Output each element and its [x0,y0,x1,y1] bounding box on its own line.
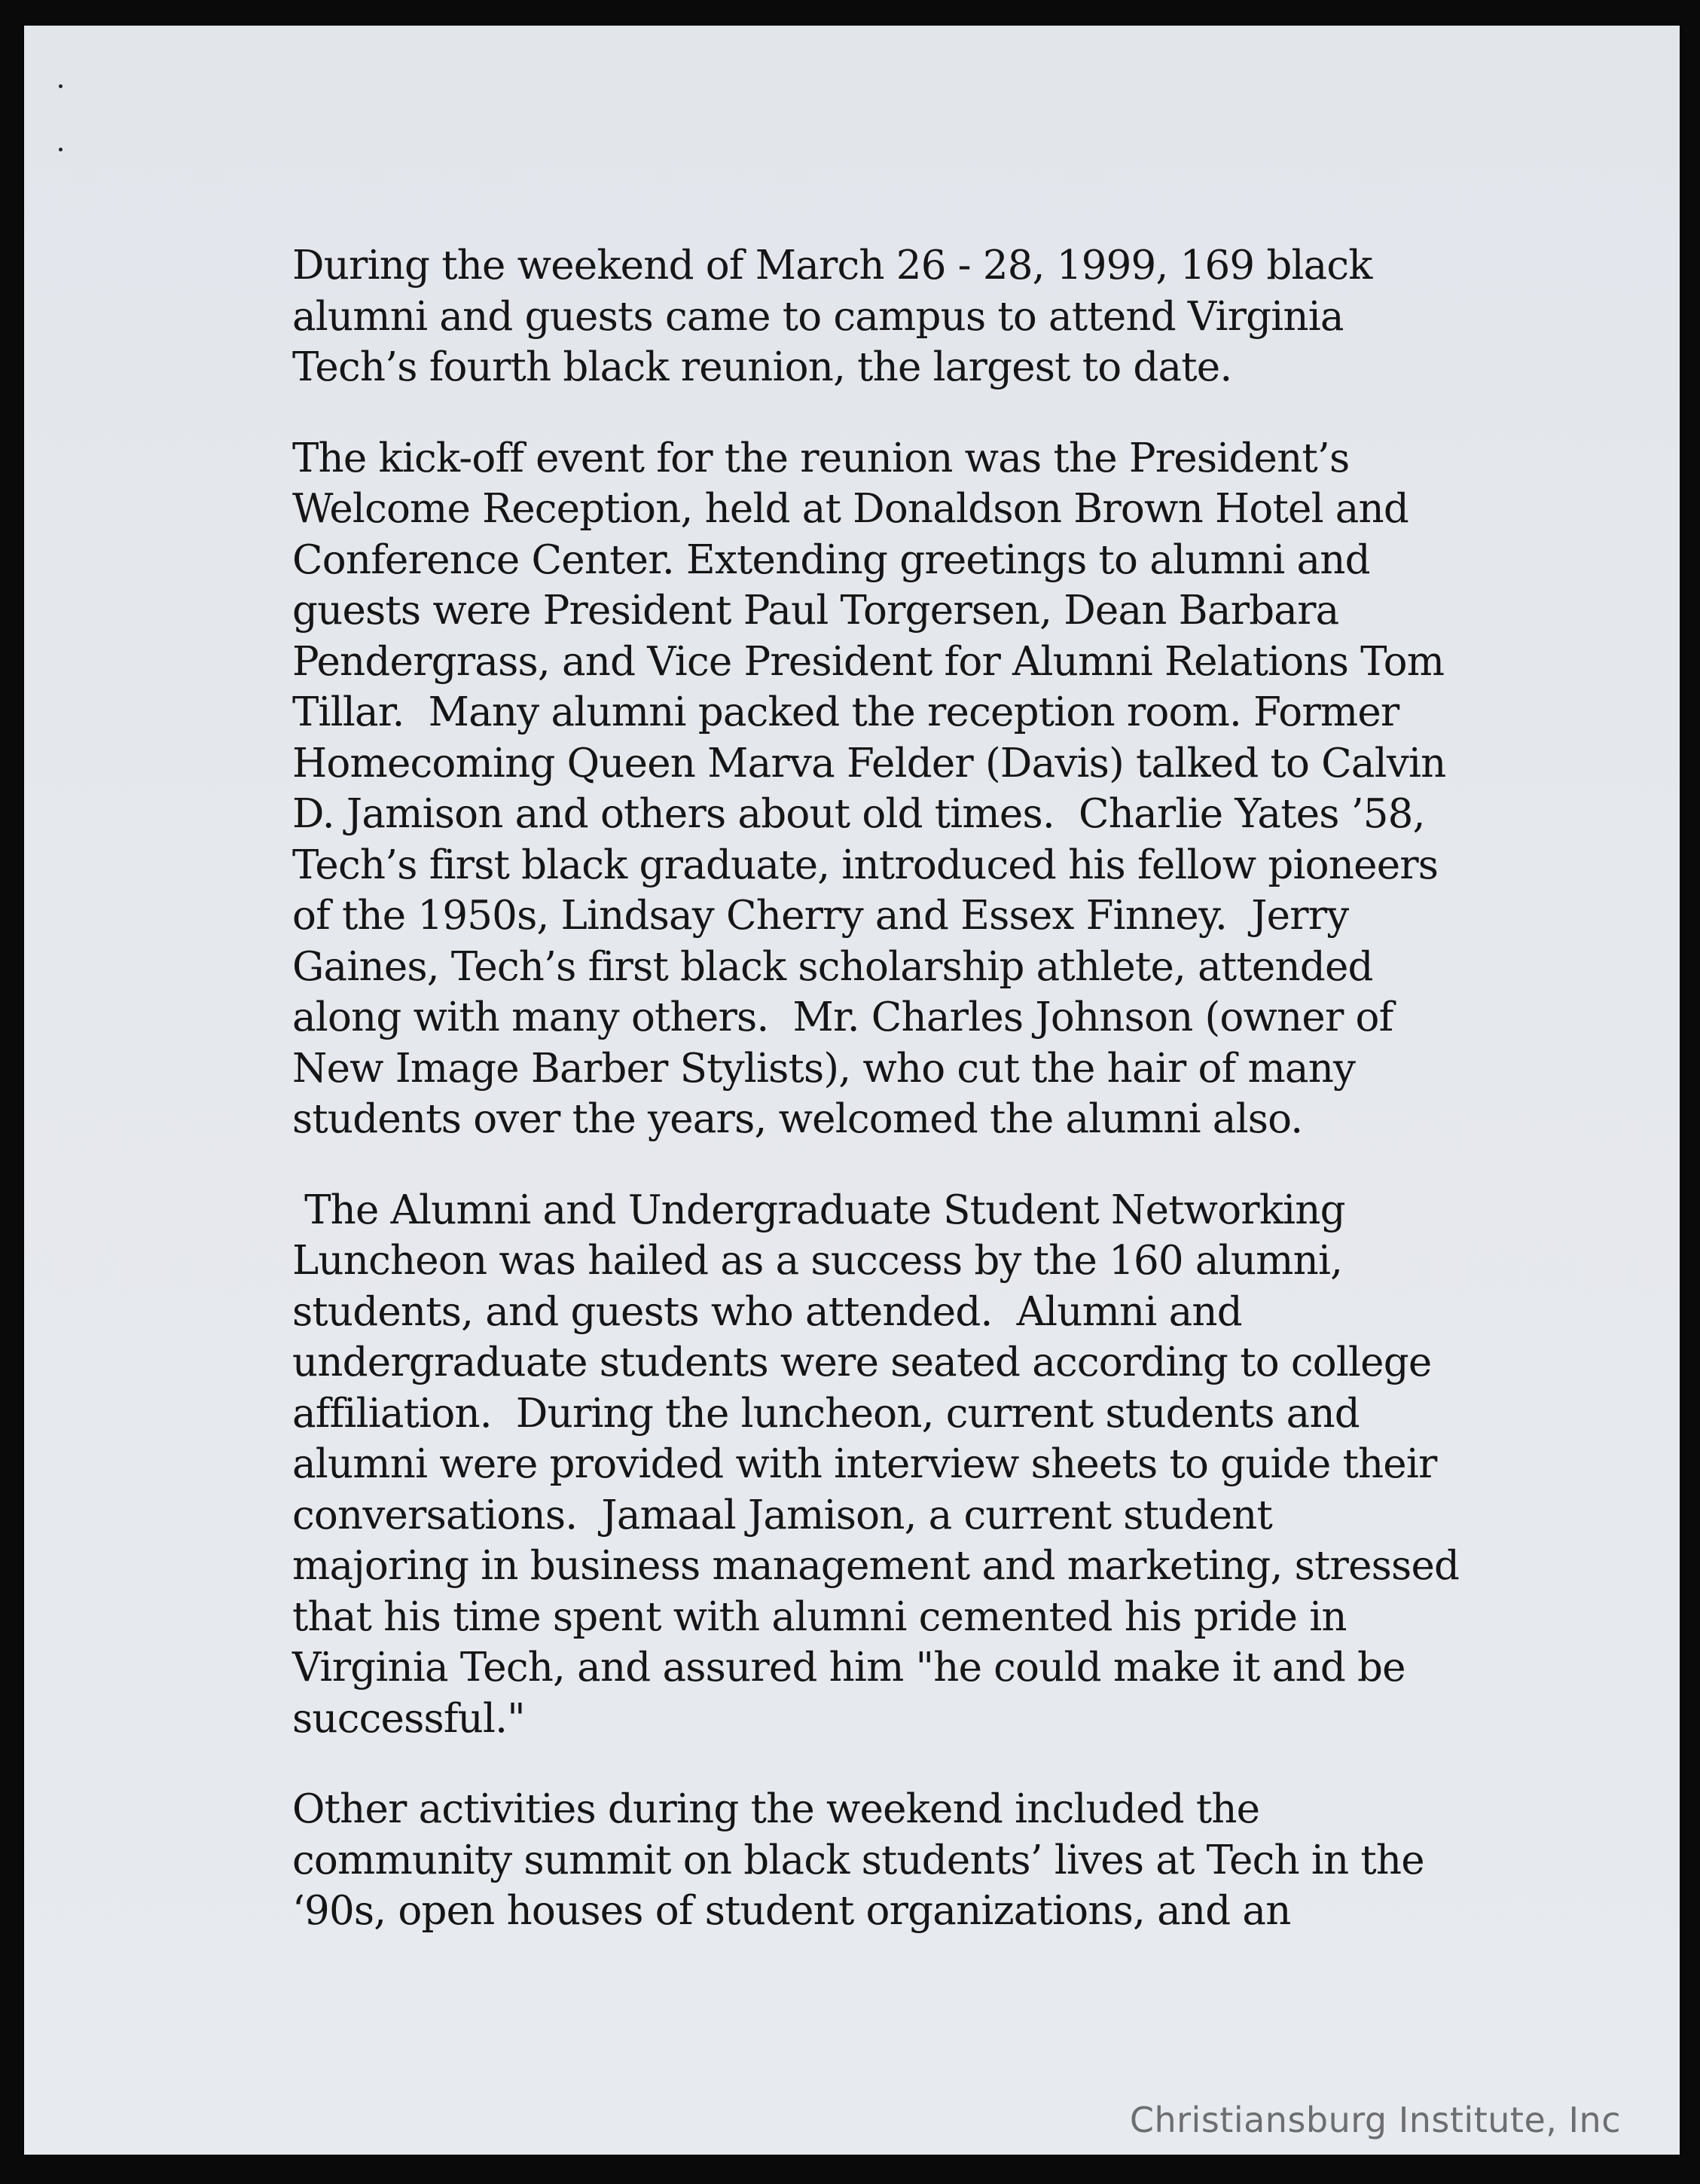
punch-mark [59,148,63,151]
paper-sheet [24,26,1680,2155]
paragraph-other-activities: Other activities during the weekend included the community summit on black students’ lives at Tech in the ‘90s, open houses of student organizations, and an [292,1786,1424,1934]
paragraph-reunion-intro: During the weekend of March 26 - 28, 1999, 169 black alumni and guests came to campus to attend Virginia Tech’s fourth black reunion, the largest to date. [292,243,1372,390]
document-body [292,240,1467,1977]
paragraph-welcome-reception: The kick-off event for the reunion was the President’s Welcome Reception, held at Donaldson Brown Hotel and Conference Center. Extending greetings to alumni and guests were President Paul Torgersen, Dean Barbara Pendergrass, and Vice President for Alumni Relations Tom Tillar. Many alumni packed the reception room. Former Homecoming Queen Marva Felder (Davis) talked to Calvin D. Jamison and others about old times. Charlie Yates ’58, Tech’s first black graduate, introduced his fellow pioneers of the 1950s, Lindsay Cherry and Essex Finney. Jerry Gaines, Tech’s first black scholarship athlete, attended along with many others. Mr. Charles Johnson (owner of New Image Barber Stylists), who cut the hair of many students over the years, welcomed the alumni also. [292,435,1446,1142]
paragraph-networking-luncheon: The Alumni and Undergraduate Student Networking Luncheon was hailed as a success by the 160 alumni, students, and guests who attended. Alumni and undergraduate students were seated according to college affiliation. During the luncheon, current students and alumni were provided with interview sheets to guide their conversations. Jamaal Jamison, a current student majoring in business management and marketing, stressed that his time spent with alumni cemented his pride in Virginia Tech, and assured him "he could make it and be successful." [292,1187,1460,1742]
watermark: Christiansburg Institute, Inc [1129,2100,1621,2140]
punch-mark [59,84,63,88]
